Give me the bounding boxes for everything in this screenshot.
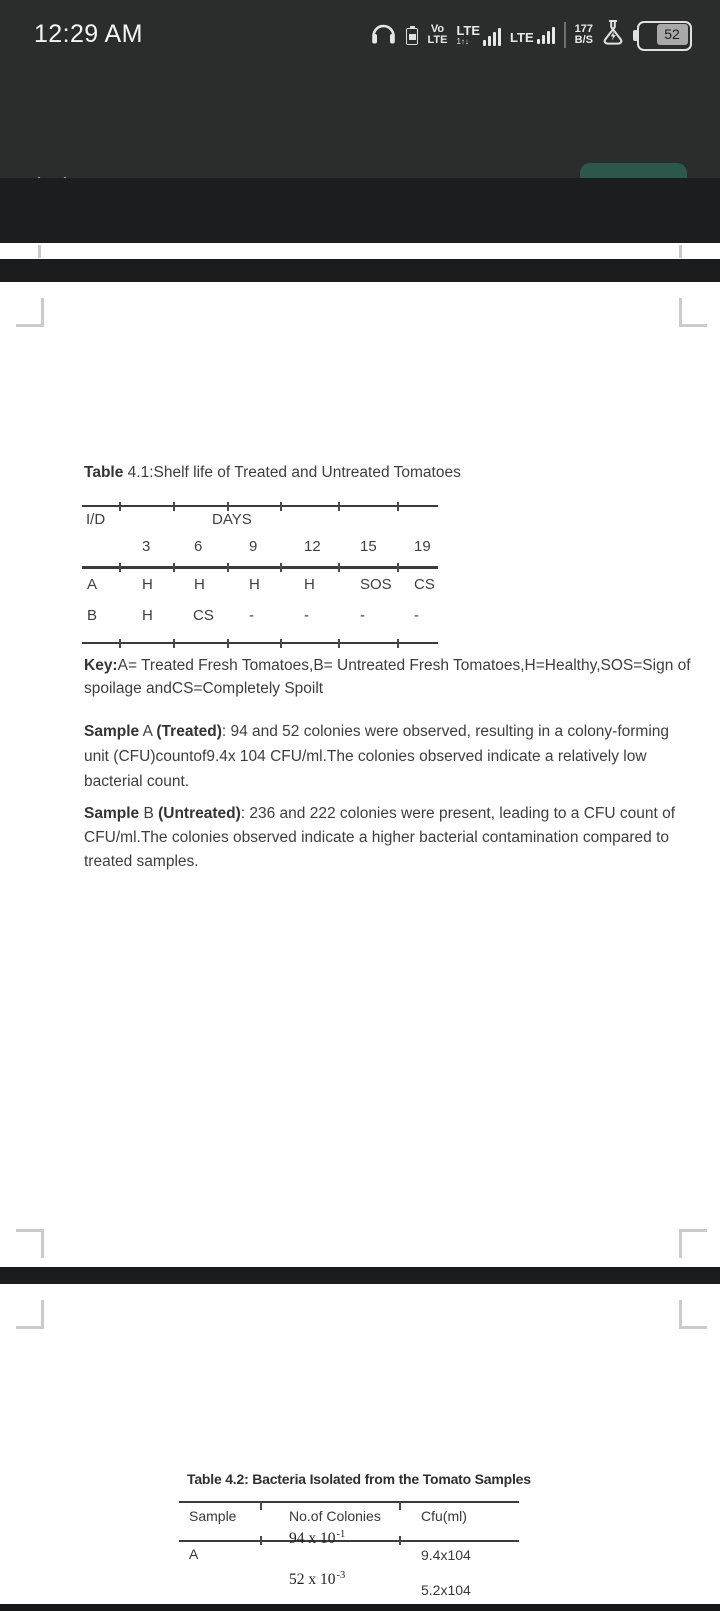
rule-tick xyxy=(280,502,282,511)
margin-mark xyxy=(679,245,682,258)
rule-tick xyxy=(227,563,229,572)
rule-tick xyxy=(397,639,399,648)
rule-tick xyxy=(119,639,121,648)
table-cell: CS xyxy=(414,576,435,593)
sample-cell: A xyxy=(189,1546,199,1562)
rule-tick xyxy=(338,502,340,511)
network-speed: 177 B/S xyxy=(574,23,593,46)
colonies-cell: 52 x $10^{-3}$ xyxy=(289,1570,346,1588)
table-cell: - xyxy=(249,607,254,624)
key-line-1: Key:A= Treated Fresh Tomatoes,B= Untreated Fresh Tomatoes,H=Healthy,SOS=Sign of xyxy=(84,657,691,674)
margin-mark xyxy=(16,298,44,327)
margin-mark xyxy=(16,1229,44,1258)
page-separator xyxy=(0,1267,720,1284)
paragraph-line: unit (CFU)countof9.4x 104 CFU/ml.The colonies observed indicate a relatively low xyxy=(84,748,647,765)
rule-tick xyxy=(260,1501,262,1510)
table-cell: B xyxy=(87,607,98,624)
status-icons xyxy=(370,0,690,70)
sim1-network: LTE 1↑↓ xyxy=(456,24,501,46)
earbud-battery-icon xyxy=(406,26,418,45)
flask-icon xyxy=(602,19,624,51)
col-header: Sample xyxy=(189,1508,237,1524)
signal-bars-icon xyxy=(483,28,501,46)
colonies-cell: 94 x $10^{-1}$ xyxy=(289,1529,346,1547)
table-cell: H xyxy=(249,576,260,593)
table-cell: 6 xyxy=(194,538,203,555)
table-cell: H xyxy=(194,576,205,593)
sample-b-paragraph xyxy=(84,802,675,874)
table-rule xyxy=(82,566,438,569)
app-bar xyxy=(0,70,720,178)
table-cell: H xyxy=(142,576,153,593)
table-cell: 12 xyxy=(304,538,321,555)
signal-bars-icon xyxy=(537,27,555,44)
table-cell: 15 xyxy=(360,538,377,555)
rule-tick xyxy=(260,1536,262,1545)
paragraph-line: CFU/ml.The colonies observed indicate a higher bacterial contamination compared to xyxy=(84,829,669,846)
col-header: DAYS xyxy=(212,511,252,528)
battery-icon xyxy=(633,21,690,49)
table-cell: CS xyxy=(193,607,214,624)
battery-percent: 52 xyxy=(657,24,688,45)
table-rule xyxy=(179,1501,519,1503)
rule-tick xyxy=(280,563,282,572)
table-rule xyxy=(82,505,438,507)
volte-indicator: Vo LTE xyxy=(427,23,448,46)
margin-mark xyxy=(38,245,41,258)
margin-mark xyxy=(679,298,707,327)
rule-tick xyxy=(227,639,229,648)
table-cell: SOS xyxy=(360,576,392,593)
rule-tick xyxy=(338,563,340,572)
paragraph-line: bacterial count. xyxy=(84,773,190,790)
margin-mark xyxy=(679,1300,707,1329)
key-line-2: spoilage andCS=Completely Spoilt xyxy=(84,680,324,697)
table-cell: - xyxy=(360,607,365,624)
rule-tick xyxy=(173,502,175,511)
edit-toolbar xyxy=(0,178,720,243)
col-header: Cfu(ml) xyxy=(421,1508,467,1524)
rule-tick xyxy=(399,1501,401,1510)
page-separator xyxy=(0,259,720,282)
status-bar xyxy=(0,0,720,70)
cfu-cell: 9.4x104 xyxy=(421,1547,471,1563)
rule-tick xyxy=(173,639,175,648)
rule-tick xyxy=(280,639,282,648)
rule-tick xyxy=(227,502,229,511)
table-cell: - xyxy=(414,607,419,624)
table-cell: 9 xyxy=(249,538,258,555)
cfu-cell: 5.2x104 xyxy=(421,1582,471,1598)
sample-a-paragraph xyxy=(84,719,669,794)
table-cell: H xyxy=(304,576,315,593)
col-header: No.of Colonies xyxy=(289,1508,381,1524)
table-cell: H xyxy=(142,607,153,624)
margin-mark xyxy=(16,1300,44,1329)
headphones-icon xyxy=(370,19,397,51)
sim2-network: LTE xyxy=(510,27,555,44)
rule-tick xyxy=(119,563,121,572)
table-cell: 19 xyxy=(414,538,431,555)
rule-tick xyxy=(399,1536,401,1545)
table-cell: - xyxy=(304,607,309,624)
status-divider xyxy=(564,22,566,48)
margin-mark xyxy=(679,1229,707,1258)
rule-tick xyxy=(397,563,399,572)
rule-tick xyxy=(397,502,399,511)
table-rule xyxy=(179,1540,519,1542)
col-header: I/D xyxy=(86,511,106,528)
bottom-edge-bar xyxy=(0,1604,720,1611)
table-rule xyxy=(82,642,438,644)
table-cell: A xyxy=(87,576,98,593)
clock: 12:29 AM xyxy=(34,20,143,48)
document-canvas[interactable] xyxy=(0,243,720,1611)
paragraph-line: Sample A (Treated): 94 and 52 colonies were observed, resulting in a colony-forming xyxy=(84,723,670,740)
key-note xyxy=(84,654,691,700)
rule-tick xyxy=(173,563,175,572)
table-4-2-caption: Table 4.2: Bacteria Isolated from the Tomato Samples xyxy=(187,1471,531,1487)
table-4-1-caption: Table 4.1:Shelf life of Treated and Untreated Tomatoes xyxy=(84,464,461,481)
table-cell: 3 xyxy=(142,538,151,555)
paragraph-line: treated samples. xyxy=(84,853,199,870)
rule-tick xyxy=(119,502,121,511)
paragraph-line: Sample B (Untreated): 236 and 222 colonies were present, leading to a CFU count of xyxy=(84,805,676,822)
rule-tick xyxy=(338,639,340,648)
